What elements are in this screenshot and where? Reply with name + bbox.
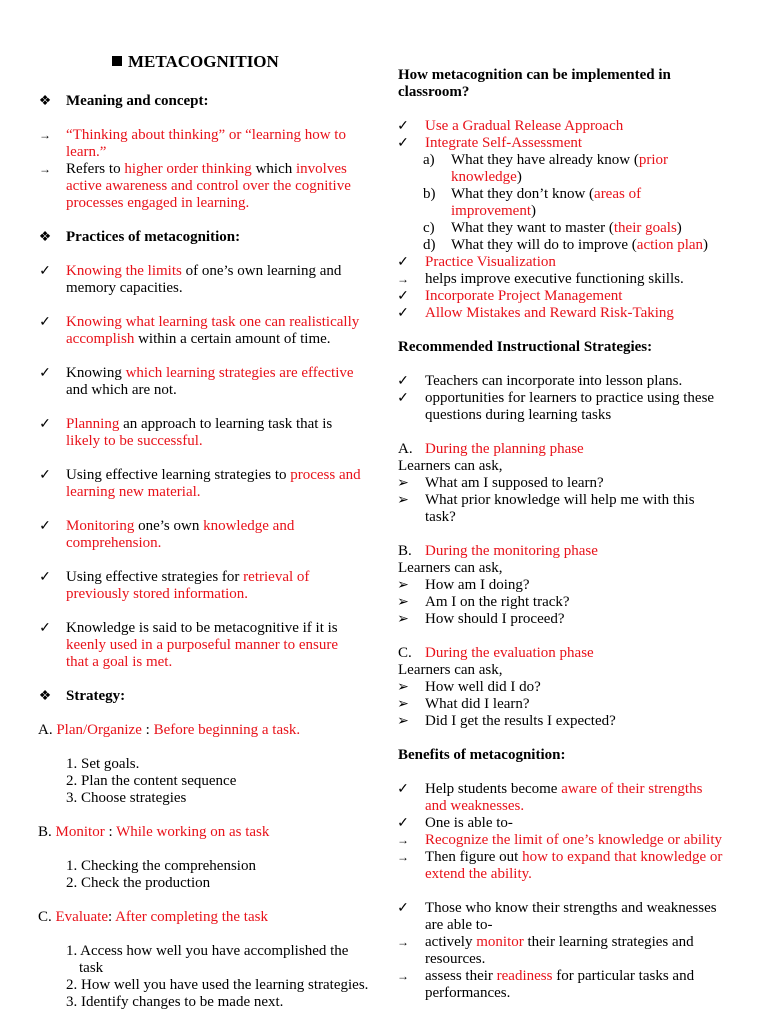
question-line	[425, 594, 570, 611]
body-text: Then figure out	[425, 849, 523, 865]
highlight-text: After completing the task	[115, 909, 268, 925]
chevron-icon: ➢	[397, 680, 409, 695]
question-line	[425, 679, 541, 696]
highlight-text: active awareness and control over the cognitive	[66, 178, 351, 194]
step-line	[66, 773, 236, 790]
question-line	[425, 492, 695, 509]
body-text: Learners can ask,	[398, 458, 503, 474]
section-heading	[66, 688, 125, 705]
body-text: Refers to	[66, 161, 125, 177]
chevron-icon: ➢	[397, 578, 409, 593]
highlight-text: prior	[638, 152, 669, 168]
text-line	[66, 484, 201, 501]
text-line	[66, 467, 361, 484]
arrow-icon: →	[397, 833, 409, 847]
highlight-text: their goals	[613, 220, 677, 236]
body-text: performances.	[425, 985, 511, 1001]
chevron-icon: ➢	[397, 476, 409, 491]
check-icon: ✓	[397, 289, 409, 304]
highlight-text: During the planning phase	[425, 441, 584, 457]
highlight-text: While working on as task	[116, 824, 270, 840]
body-text: 1. Checking the comprehension	[66, 858, 256, 874]
body-text: Knowledge is said to be metacognitive if it is	[66, 620, 338, 636]
text-line	[66, 144, 106, 161]
strategy-title	[38, 824, 269, 841]
text-line	[451, 186, 641, 203]
text-line	[425, 798, 524, 815]
highlight-text: Practice Visualization	[425, 254, 556, 270]
text-line	[425, 832, 722, 849]
section-heading	[66, 93, 209, 110]
section-heading	[398, 67, 671, 84]
body-text: Learners can ask,	[398, 662, 503, 678]
highlight-text: Allow Mistakes and Reward Risk-Taking	[425, 305, 674, 321]
phase-intro	[398, 458, 503, 475]
highlight-text: Knowing the limits	[66, 263, 182, 279]
section-heading	[66, 229, 240, 246]
text-line	[451, 169, 522, 186]
text-line	[425, 849, 722, 866]
body-text: 1. Access how well you have accomplished the	[66, 943, 349, 959]
title-text: METACOGNITION	[128, 52, 279, 71]
arrow-icon: →	[397, 850, 409, 864]
body-text: A.	[398, 441, 413, 457]
check-icon: ✓	[39, 519, 51, 534]
question-line	[425, 611, 565, 628]
body-text: actively	[425, 934, 477, 950]
heading-text: How metacognition can be implemented in	[398, 67, 671, 83]
body-text: What they will do to improve (	[451, 237, 637, 253]
body-text: Am I on the right track?	[425, 594, 570, 610]
highlight-text: accomplish	[66, 331, 135, 347]
text-line	[66, 416, 332, 433]
phase-intro	[398, 662, 503, 679]
highlight-text: Recognize the limit of one’s knowledge or ability	[425, 832, 723, 848]
highlight-text: action plan	[636, 237, 704, 253]
body-text: )	[516, 169, 522, 185]
arrow-icon: →	[39, 162, 51, 176]
body-text: C.	[38, 909, 56, 925]
text-line	[425, 373, 682, 390]
check-icon: ✓	[39, 570, 51, 585]
step-line	[66, 943, 348, 960]
check-icon: ✓	[397, 136, 409, 151]
step-line	[66, 858, 256, 875]
highlight-text: During the monitoring phase	[425, 543, 598, 559]
body-text: memory capacities.	[66, 280, 183, 296]
highlight-text: aware of their strengths	[561, 781, 703, 797]
question-line	[425, 577, 530, 594]
body-text: task	[79, 960, 104, 976]
step-line	[79, 960, 103, 977]
text-line	[425, 390, 714, 407]
highlight-text: Planning	[66, 416, 120, 432]
body-text: C.	[398, 645, 412, 661]
body-text: 2. How well you have used the learning strategies.	[66, 977, 369, 993]
body-text: How well did I do?	[425, 679, 541, 695]
body-text: )	[676, 220, 682, 236]
body-text: helps improve executive functioning skills.	[425, 271, 684, 287]
body-text: d)	[423, 237, 436, 253]
highlight-text: likely to be successful.	[66, 433, 203, 449]
highlight-text: readiness	[496, 968, 553, 984]
body-text: 3. Choose strategies	[66, 790, 187, 806]
highlight-text: Monitor	[55, 824, 105, 840]
square-bullet-icon	[112, 56, 122, 66]
text-line	[66, 654, 172, 671]
highlight-text: higher order thinking	[124, 161, 252, 177]
text-line	[425, 407, 611, 424]
body-text: :	[104, 824, 117, 840]
diamond-icon: ❖	[38, 94, 52, 109]
text-line	[425, 985, 510, 1002]
body-text: A.	[38, 722, 57, 738]
body-text: 2. Plan the content sequence	[66, 773, 237, 789]
body-text: 2. Check the production	[66, 875, 211, 891]
chevron-icon: ➢	[397, 714, 409, 729]
text-line	[66, 195, 249, 212]
diamond-icon: ❖	[38, 689, 52, 704]
text-line	[425, 781, 702, 798]
body-text: One is able to-	[425, 815, 513, 831]
text-line	[66, 161, 347, 178]
body-text: What did I learn?	[425, 696, 530, 712]
right-column	[384, 0, 768, 1024]
text-line	[425, 951, 485, 968]
body-text: c)	[423, 220, 435, 236]
strategy-title	[38, 722, 300, 739]
body-text: and which are not.	[66, 382, 177, 398]
body-text: Did I get the results I expected?	[425, 713, 616, 729]
body-text: Using effective learning strategies to	[66, 467, 291, 483]
strategy-title	[38, 909, 268, 926]
text-line	[425, 866, 532, 883]
highlight-text: keenly used in a purposeful manner to ensure	[66, 637, 338, 653]
check-icon: ✓	[397, 391, 409, 406]
highlight-text: learning new material.	[66, 484, 201, 500]
body-text: b)	[423, 186, 436, 202]
sub-item-label	[423, 237, 436, 254]
text-line	[425, 934, 694, 951]
text-line	[425, 288, 622, 305]
step-line	[66, 790, 186, 807]
check-icon: ✓	[397, 255, 409, 270]
body-text: B.	[38, 824, 56, 840]
check-icon: ✓	[397, 782, 409, 797]
highlight-text: comprehension.	[66, 535, 162, 551]
phase-label	[398, 645, 412, 662]
text-line	[66, 535, 161, 552]
check-icon: ✓	[397, 119, 409, 134]
highlight-text: learn.”	[66, 144, 107, 160]
diamond-icon: ❖	[38, 230, 52, 245]
body-text: How am I doing?	[425, 577, 530, 593]
question-line	[425, 696, 530, 713]
question-line	[425, 509, 456, 526]
sub-item-label	[423, 220, 435, 237]
body-text: an approach to learning task that is	[119, 416, 333, 432]
phase-label	[398, 543, 412, 560]
text-line	[66, 586, 248, 603]
step-line	[66, 977, 368, 994]
check-icon: ✓	[39, 264, 51, 279]
body-text: resources.	[425, 951, 486, 967]
body-text: are able to-	[425, 917, 493, 933]
text-line	[66, 314, 359, 331]
text-line	[425, 968, 694, 985]
highlight-text: which learning strategies are effective	[125, 365, 354, 381]
check-icon: ✓	[397, 306, 409, 321]
text-line	[451, 237, 708, 254]
highlight-text: Use a Gradual Release Approach	[425, 118, 624, 134]
highlight-text: Evaluate	[55, 909, 108, 925]
question-line	[425, 475, 604, 492]
section-heading	[398, 339, 652, 356]
arrow-icon: →	[397, 935, 409, 949]
body-text: opportunities for learners to practice using these	[425, 390, 715, 406]
body-text: B.	[398, 543, 412, 559]
body-text: questions during learning tasks	[425, 407, 612, 423]
check-icon: ✓	[397, 816, 409, 831]
chevron-icon: ➢	[397, 612, 409, 627]
heading-text: Meaning and concept:	[66, 93, 209, 109]
body-text: a)	[423, 152, 435, 168]
body-text: assess their	[425, 968, 497, 984]
heading-text: Practices of metacognition:	[66, 229, 241, 245]
highlight-text: Knowing what learning task one can realistically	[66, 314, 360, 330]
step-line	[66, 994, 283, 1011]
body-text: )	[530, 203, 536, 219]
check-icon: ✓	[39, 315, 51, 330]
highlight-text: “Thinking about thinking” or “learning how to	[66, 127, 346, 143]
highlight-text: Before beginning a task.	[153, 722, 301, 738]
body-text: task?	[425, 509, 456, 525]
body-text: What am I supposed to learn?	[425, 475, 604, 491]
text-line	[425, 271, 684, 288]
highlight-text: During the evaluation phase	[425, 645, 594, 661]
arrow-icon: →	[397, 969, 409, 983]
phase-name	[425, 441, 584, 458]
body-text: for particular tasks and	[552, 968, 695, 984]
highlight-text: Incorporate Project Management	[425, 288, 623, 304]
body-text: :	[141, 722, 154, 738]
highlight-text: previously stored information.	[66, 586, 249, 602]
text-line	[425, 118, 623, 135]
text-line	[451, 152, 668, 169]
highlight-text: involves	[295, 161, 347, 177]
check-icon: ✓	[39, 417, 51, 432]
text-line	[425, 135, 582, 152]
body-text: What they want to master (	[451, 220, 614, 236]
heading-text: Strategy:	[66, 688, 126, 704]
text-line	[425, 305, 674, 322]
text-line	[451, 203, 536, 220]
text-line	[66, 331, 331, 348]
highlight-text: monitor	[476, 934, 524, 950]
text-line	[425, 254, 556, 271]
text-line	[66, 127, 346, 144]
text-line	[425, 917, 492, 934]
highlight-text: that a goal is met.	[66, 654, 173, 670]
body-text: Teachers can incorporate into lesson plans.	[425, 373, 683, 389]
highlight-text: processes engaged in learning.	[66, 195, 250, 211]
body-text: Help students become	[425, 781, 562, 797]
body-text: )	[703, 237, 709, 253]
phase-name	[425, 645, 594, 662]
body-text: What they don’t know (	[451, 186, 595, 202]
chevron-icon: ➢	[397, 595, 409, 610]
highlight-text: and weaknesses.	[425, 798, 525, 814]
body-text: their learning strategies and	[523, 934, 694, 950]
text-line	[451, 220, 682, 237]
body-text: which	[251, 161, 296, 177]
text-line	[66, 178, 351, 195]
heading-text: Recommended Instructional Strategies:	[398, 339, 653, 355]
highlight-text: retrieval of	[243, 569, 310, 585]
highlight-text: areas of	[594, 186, 642, 202]
highlight-text: knowledge and	[203, 518, 295, 534]
text-line	[66, 637, 338, 654]
text-line	[425, 900, 717, 917]
highlight-text: knowledge	[451, 169, 517, 185]
highlight-text: extend the ability.	[425, 866, 532, 882]
arrow-icon: →	[39, 128, 51, 142]
page-title	[112, 52, 279, 72]
chevron-icon: ➢	[397, 697, 409, 712]
phase-label	[398, 441, 413, 458]
question-line	[425, 713, 616, 730]
phase-intro	[398, 560, 503, 577]
body-text: within a certain amount of time.	[134, 331, 331, 347]
step-line	[66, 875, 210, 892]
text-line	[66, 620, 338, 637]
text-line	[66, 569, 309, 586]
text-line	[425, 815, 513, 832]
text-line	[66, 365, 354, 382]
text-line	[66, 280, 183, 297]
sub-item-label	[423, 186, 436, 203]
heading-text: Benefits of metacognition:	[398, 747, 566, 763]
body-text: How should I proceed?	[425, 611, 565, 627]
body-text: 1. Set goals.	[66, 756, 140, 772]
body-text: of one’s own learning and	[181, 263, 342, 279]
heading-text: classroom?	[398, 84, 470, 100]
body-text: Using effective strategies for	[66, 569, 244, 585]
text-line	[66, 263, 341, 280]
text-line	[66, 433, 203, 450]
step-line	[66, 756, 139, 773]
body-text: :	[108, 909, 116, 925]
check-icon: ✓	[397, 901, 409, 916]
body-text: What they have already know (	[451, 152, 639, 168]
check-icon: ✓	[39, 468, 51, 483]
arrow-icon: →	[397, 272, 409, 286]
check-icon: ✓	[39, 621, 51, 636]
phase-name	[425, 543, 598, 560]
check-icon: ✓	[397, 374, 409, 389]
text-line	[66, 518, 294, 535]
highlight-text: Monitoring	[66, 518, 135, 534]
body-text: one’s own	[134, 518, 204, 534]
section-heading	[398, 84, 469, 101]
body-text: Those who know their strengths and weaknesses	[425, 900, 717, 916]
body-text: Learners can ask,	[398, 560, 503, 576]
highlight-text: how to expand that knowledge or	[522, 849, 723, 865]
body-text: Knowing	[66, 365, 126, 381]
section-heading	[398, 747, 565, 764]
body-text: 3. Identify changes to be made next.	[66, 994, 284, 1010]
check-icon: ✓	[39, 366, 51, 381]
highlight-text: process and	[290, 467, 361, 483]
body-text: What prior knowledge will help me with this	[425, 492, 695, 508]
highlight-text: Integrate Self-Assessment	[425, 135, 583, 151]
chevron-icon: ➢	[397, 493, 409, 508]
text-line	[66, 382, 177, 399]
highlight-text: Plan/Organize	[56, 722, 142, 738]
highlight-text: improvement	[451, 203, 531, 219]
sub-item-label	[423, 152, 435, 169]
